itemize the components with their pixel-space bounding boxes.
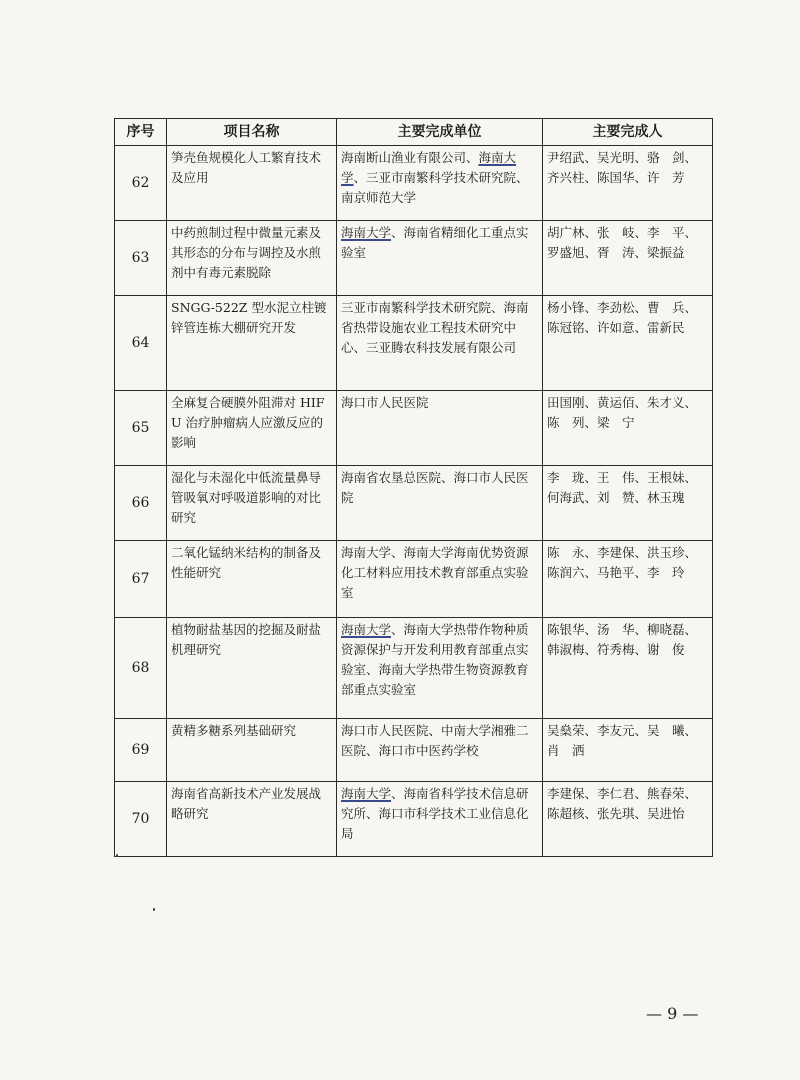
row-main-unit xyxy=(337,466,543,541)
header-main-persons: 主要完成人 xyxy=(543,119,713,146)
table-header-row xyxy=(115,119,713,146)
scan-speck xyxy=(116,854,118,857)
row-project-name: 笋壳鱼规模化人工繁育技术及应用 xyxy=(167,146,337,221)
row-main-persons: 胡广林、张 岐、李 平、罗盛旭、胥 涛、梁振益 xyxy=(543,221,713,296)
unit-underlined: 海南大学 xyxy=(341,225,392,240)
unit-text: 海口市人民医院 xyxy=(341,395,429,410)
row-project-name: 植物耐盐基因的挖掘及耐盐机理研究 xyxy=(167,618,337,719)
unit-text: 海口市人民医院、中南大学湘雅二医院、海口市中医药学校 xyxy=(341,723,529,758)
row-project-name: 海南省高新技术产业发展战略研究 xyxy=(167,782,337,857)
table-row xyxy=(115,146,713,221)
row-project-name: SNGG-522Z 型水泥立柱镀锌管连栋大棚研究开发 xyxy=(167,296,337,391)
row-seq: 62 xyxy=(115,146,167,221)
row-main-unit xyxy=(337,296,543,391)
unit-text: 海南省农垦总医院、海口市人民医院 xyxy=(341,470,529,505)
row-main-unit xyxy=(337,221,543,296)
row-main-persons: 杨小锋、李劲松、曹 兵、陈冠铭、许如意、雷新民 xyxy=(543,296,713,391)
table-row xyxy=(115,221,713,296)
row-main-unit xyxy=(337,391,543,466)
row-main-persons: 李建保、李仁君、熊春荣、陈超核、张先琪、吴进怡 xyxy=(543,782,713,857)
row-main-unit xyxy=(337,146,543,221)
table-row xyxy=(115,541,713,618)
unit-text: 、海南省科学技术信息研究所、海口市科学技术工业信息化局 xyxy=(341,786,529,841)
unit-text: 三亚市南繁科学技术研究院、海南省热带设施农业工程技术研究中心、三亚腾农科技发展有限公司 xyxy=(341,300,529,355)
unit-underlined: 海南大学 xyxy=(341,150,517,185)
row-main-persons: 陈 永、李建保、洪玉珍、陈润六、马艳平、李 玲 xyxy=(543,541,713,618)
row-seq: 64 xyxy=(115,296,167,391)
row-main-persons: 吴燊荣、李友元、吴 曦、肖 洒 xyxy=(543,719,713,782)
row-main-persons: 田国刚、黄运佰、朱才义、陈 列、梁 宁 xyxy=(543,391,713,466)
header-project-name: 项目名称 xyxy=(167,119,337,146)
unit-text: 海南断山渔业有限公司、 xyxy=(341,150,479,165)
table-row xyxy=(115,466,713,541)
row-seq: 68 xyxy=(115,618,167,719)
scan-speck xyxy=(153,908,155,911)
row-project-name: 湿化与未湿化中低流量鼻导管吸氧对呼吸道影响的对比研究 xyxy=(167,466,337,541)
unit-underlined: 海南大学 xyxy=(341,622,392,637)
row-main-unit xyxy=(337,541,543,618)
table-row xyxy=(115,782,713,857)
row-project-name: 黄精多糖系列基础研究 xyxy=(167,719,337,782)
row-seq: 67 xyxy=(115,541,167,618)
unit-underlined: 海南大学 xyxy=(341,786,392,801)
unit-text: 、海南省精细化工重点实验室 xyxy=(341,225,529,260)
row-project-name: 中药煎制过程中微量元素及其形态的分布与调控及水煎剂中有毒元素脱除 xyxy=(167,221,337,296)
row-seq: 65 xyxy=(115,391,167,466)
row-main-persons: 陈银华、汤 华、柳晓磊、韩淑梅、符秀梅、谢 俊 xyxy=(543,618,713,719)
row-project-name: 二氧化锰纳米结构的制备及性能研究 xyxy=(167,541,337,618)
table-row xyxy=(115,719,713,782)
unit-text: 、海南大学热带作物种质资源保护与开发利用教育部重点实验室、海南大学热带生物资源教育部重点实验室 xyxy=(341,622,529,697)
row-main-persons: 李 珑、王 伟、王根妹、何海武、刘 赞、林玉瑰 xyxy=(543,466,713,541)
row-main-unit xyxy=(337,719,543,782)
row-seq: 66 xyxy=(115,466,167,541)
unit-text: 海南大学、海南大学海南优势资源化工材料应用技术教育部重点实验室 xyxy=(341,545,529,600)
header-seq: 序号 xyxy=(115,119,167,146)
table-row xyxy=(115,618,713,719)
row-main-unit xyxy=(337,618,543,719)
table-row xyxy=(115,391,713,466)
row-seq: 70 xyxy=(115,782,167,857)
row-seq: 63 xyxy=(115,221,167,296)
row-main-unit xyxy=(337,782,543,857)
row-seq: 69 xyxy=(115,719,167,782)
table-row xyxy=(115,296,713,391)
row-main-persons: 尹绍武、吴光明、骆 剑、齐兴柱、陈国华、许 芳 xyxy=(543,146,713,221)
unit-text: 、三亚市南繁科学技术研究院、南京师范大学 xyxy=(341,170,529,205)
row-project-name: 全麻复合硬膜外阻滞对 HIFU 治疗肿瘤病人应激反应的影响 xyxy=(167,391,337,466)
page-number: — 9 — xyxy=(646,1004,699,1023)
header-main-unit: 主要完成单位 xyxy=(337,119,543,146)
awards-table xyxy=(114,118,713,857)
